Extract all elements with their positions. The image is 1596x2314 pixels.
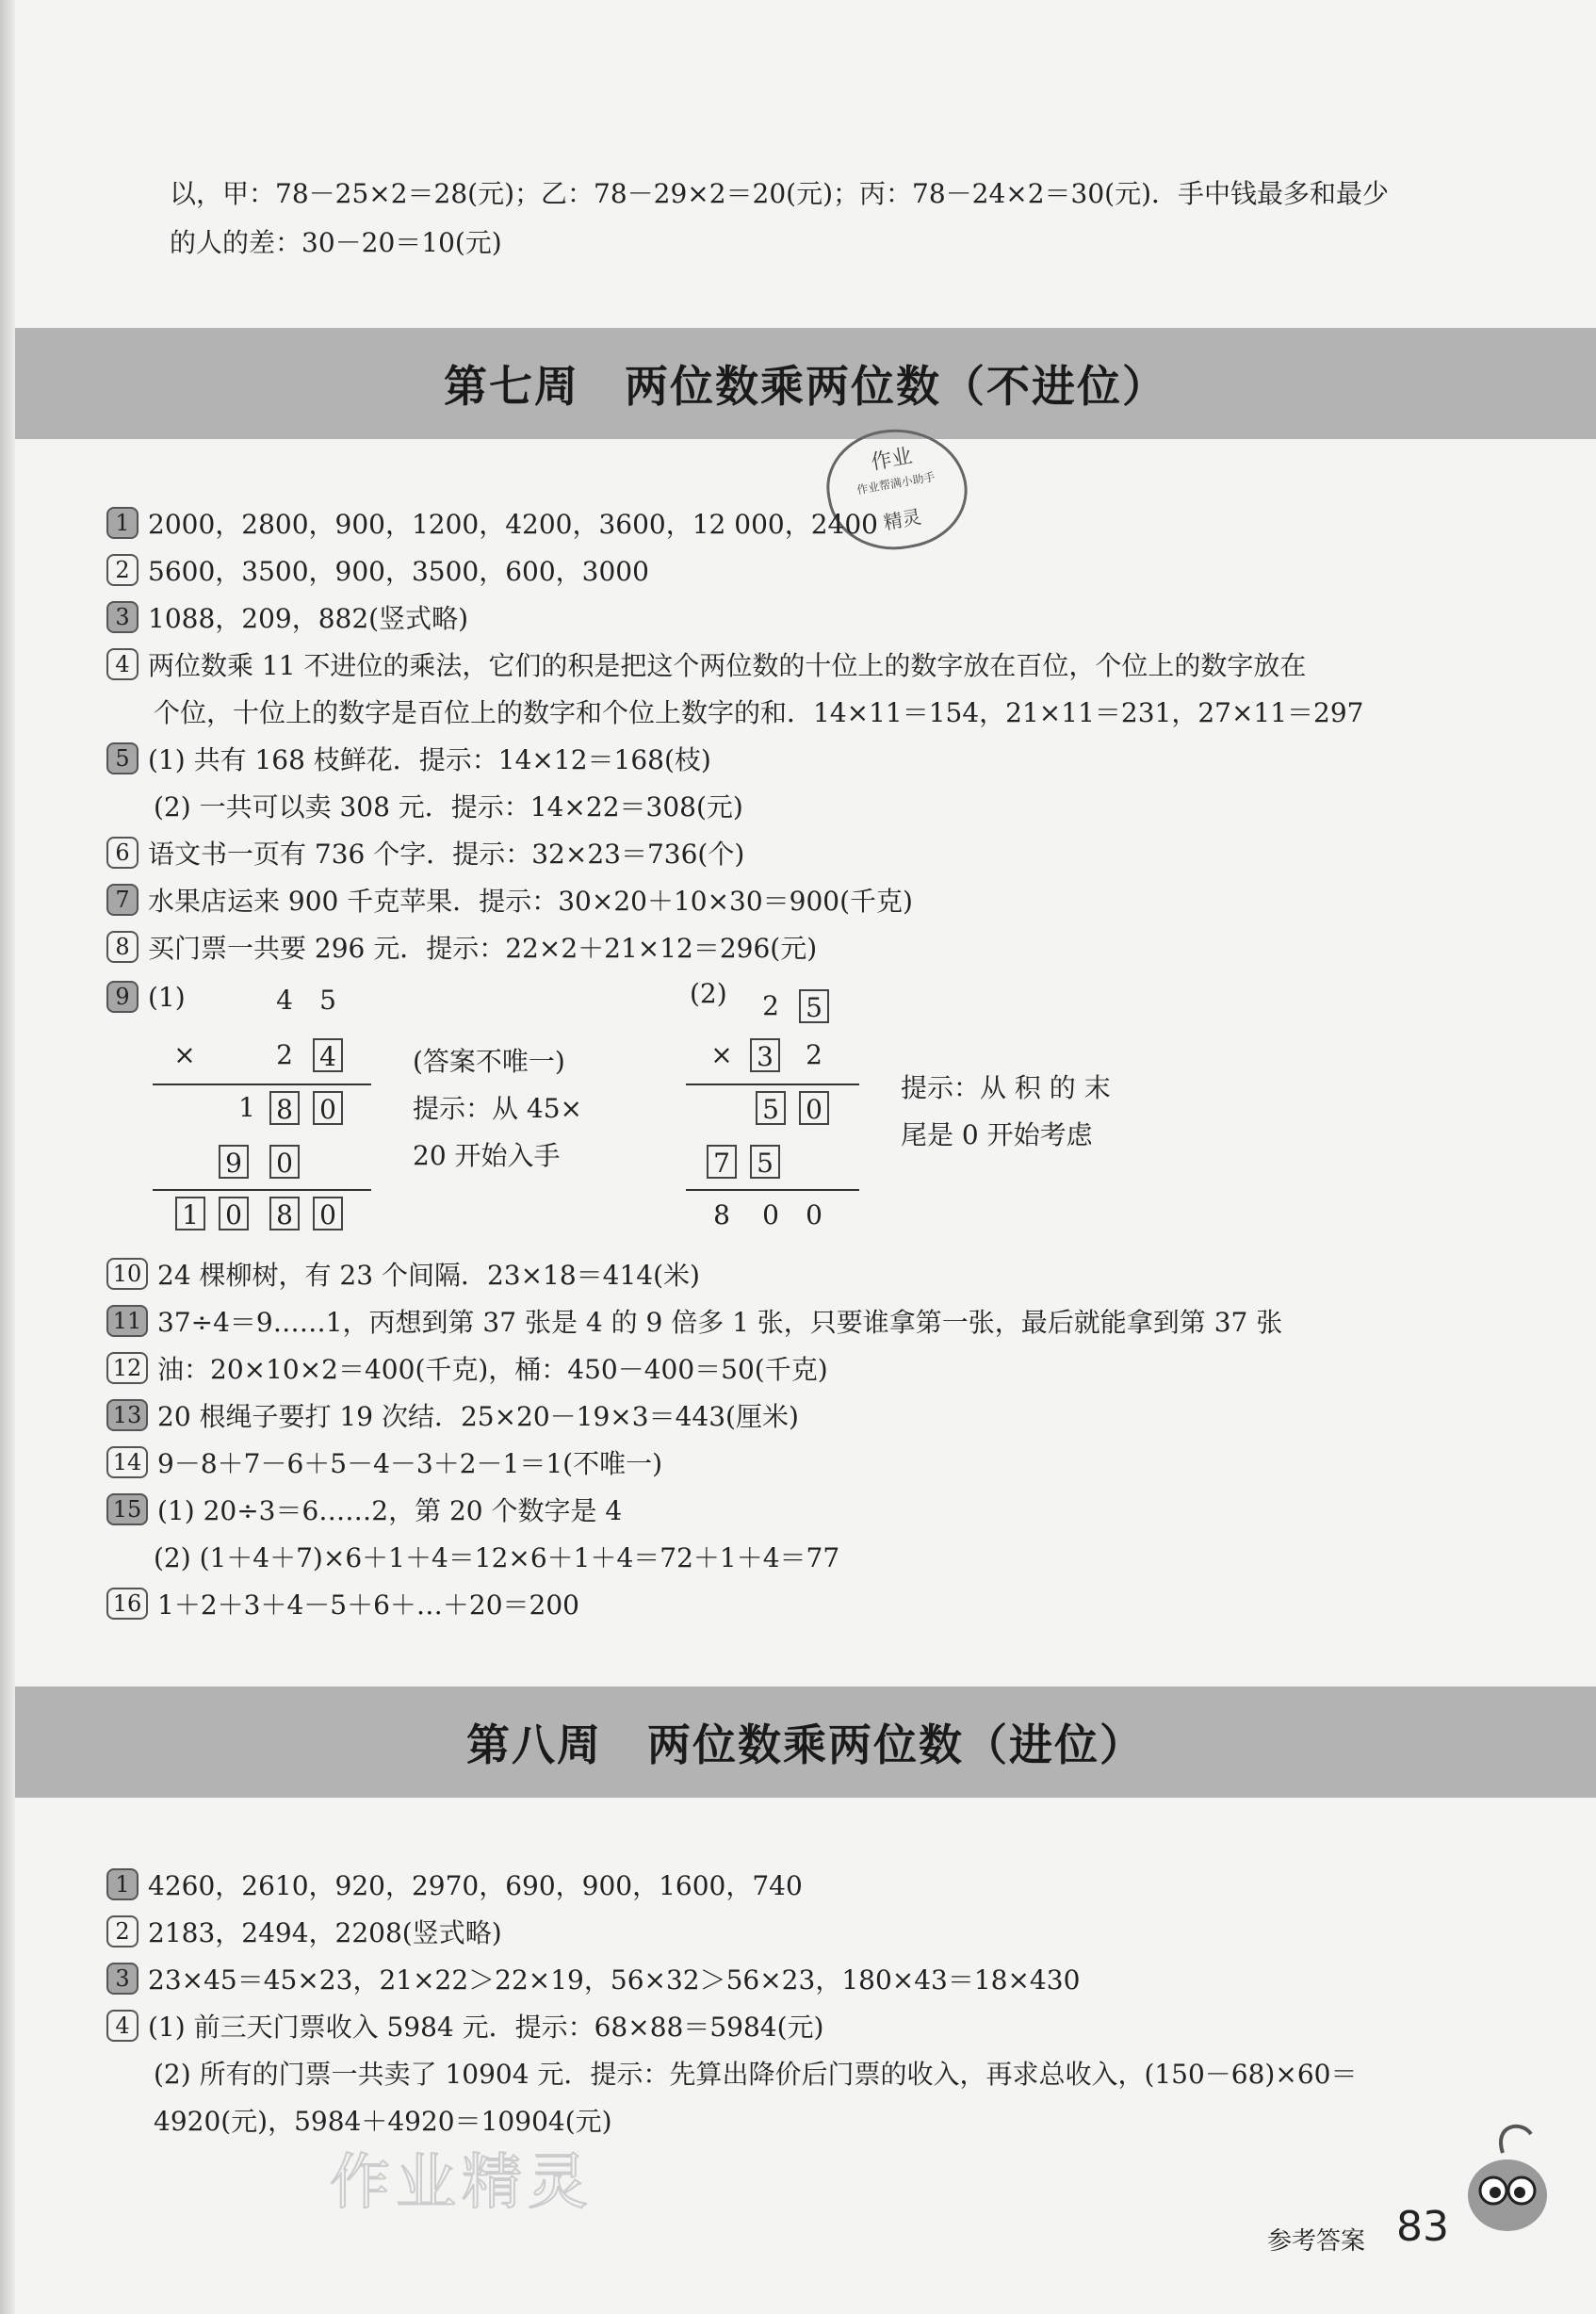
w8-item-2 — [106, 1913, 502, 1950]
w7-item-6 — [106, 834, 744, 872]
item-number: 3 — [106, 1963, 138, 1995]
item-number: 11 — [106, 1305, 148, 1337]
item-text: (1) 共有 168 枝鲜花．提示：14×12＝168(枝) — [148, 744, 711, 775]
item-number: 6 — [106, 837, 138, 869]
q9-part2-label: (2) — [690, 978, 727, 1009]
item-text: 4260，2610，920，2970，690，900，1600，740 — [148, 1870, 803, 1901]
week8-title: 第八周 两位数乘两位数（进位） — [466, 1719, 1145, 1770]
item-text: 2183，2494，2208(竖式略) — [148, 1917, 502, 1948]
w7-item-1 — [106, 504, 878, 542]
week7-banner — [15, 328, 1596, 439]
w8-item-1 — [106, 1866, 803, 1903]
w7-item-14 — [106, 1443, 662, 1481]
item-number: 15 — [106, 1493, 148, 1525]
q9-note-1: (答案不唯一) 提示：从 45× 20 开始入手 — [413, 1046, 582, 1171]
w7-item-15-cont: (2) (1＋4＋7)×6＋1＋4＝12×6＋1＋4＝72＋1＋4＝77 — [154, 1542, 840, 1573]
intro-line-1: 以，甲：78－25×2＝28(元)；乙：78－29×2＝20(元)；丙：78－24×2＝30(元)．手中钱最多和最少 — [170, 178, 1390, 209]
intro-line-2: 的人的差：30－20＝10(元) — [170, 227, 502, 258]
w7-item-10 — [106, 1255, 700, 1293]
vertical-multiplication-2: 2 5 × 3 2 5 0 7 5 8 0 0 — [684, 980, 910, 1244]
item-text: 20 根绳子要打 19 次结．25×20－19×3＝443(厘米) — [157, 1401, 799, 1432]
item-text: 水果店运来 900 千克苹果．提示：30×20＋10×30＝900(千克) — [148, 886, 913, 917]
w8-item-4 — [106, 2007, 823, 2045]
item-number: 13 — [106, 1399, 148, 1431]
q9-note-2: 提示：从 积 的 末 尾是 0 开始考虑 — [901, 1072, 1111, 1150]
item-text: 买门票一共要 296 元．提示：22×2＋21×12＝296(元) — [148, 933, 818, 964]
item-text: 9－8＋7－6＋5－4－3＋2－1＝1(不唯一) — [157, 1448, 662, 1479]
item-number: 5 — [106, 742, 138, 774]
vertical-multiplication-1: 4 5 × 2 4 1 8 0 9 0 1 0 8 0 — [151, 980, 377, 1244]
item-number: 14 — [106, 1446, 148, 1478]
w7-item-5 — [106, 740, 711, 777]
footer-label: 参考答案 — [1267, 2227, 1366, 2256]
w7-item-13 — [106, 1396, 799, 1434]
item-text: 24 棵柳树，有 23 个间隔．23×18＝414(米) — [157, 1260, 700, 1291]
item-number: 1 — [106, 507, 138, 539]
stamp-icon: 作业 作业帮满小助手 精灵 — [818, 417, 976, 561]
page-number: 83 — [1396, 2203, 1449, 2251]
w7-item-7 — [106, 881, 913, 919]
mascot-icon — [1456, 2115, 1559, 2238]
item-number: 10 — [106, 1258, 148, 1290]
item-number: 2 — [106, 1915, 138, 1947]
item-text: 2000，2800，900，1200，4200，3600，12 000，2400 — [148, 509, 878, 540]
item-number: 9 — [106, 981, 138, 1013]
item-text: (1) 20÷3＝6……2，第 20 个数字是 4 — [157, 1495, 623, 1526]
item-text: 1088，209，882(竖式略) — [148, 603, 468, 634]
item-text: 5600，3500，900，3500，600，3000 — [148, 556, 649, 587]
w7-item-4 — [106, 645, 1306, 683]
w7-item-15 — [106, 1491, 622, 1528]
item-text: 两位数乘 11 不进位的乘法，它们的积是把这个两位数的十位上的数字放在百位，个位上的数字放在 — [148, 650, 1307, 681]
item-number: 7 — [106, 884, 138, 916]
item-text: 语文书一页有 736 个字．提示：32×23＝736(个) — [148, 839, 745, 870]
item-number: 4 — [106, 2010, 138, 2042]
w7-item-12 — [106, 1349, 828, 1387]
item-number: 3 — [106, 601, 138, 633]
item-number: 12 — [106, 1352, 148, 1384]
w7-item-8 — [106, 928, 817, 966]
w8-item-4-cont2: 4920(元)，5984＋4920＝10904(元) — [154, 2106, 612, 2137]
week8-banner — [15, 1687, 1596, 1798]
w7-item-16 — [106, 1585, 579, 1622]
item-number: 16 — [106, 1588, 148, 1620]
week7-title: 第七周 两位数乘两位数（不进位） — [444, 361, 1167, 412]
intro-text — [170, 170, 1389, 268]
w8-item-4-cont: (2) 所有的门票一共卖了 10904 元．提示：先算出降价后门票的收入，再求总收入，(150－68)×60＝ — [154, 2059, 1358, 2090]
w7-item-5-cont: (2) 一共可以卖 308 元．提示：14×22＝308(元) — [154, 791, 743, 823]
item-text: (1) 前三天门票收入 5984 元．提示：68×88＝5984(元) — [148, 2012, 824, 2043]
watermark-logo: 作业精灵 — [330, 2148, 594, 2218]
w7-item-2 — [106, 551, 649, 589]
page-edge — [0, 0, 15, 2314]
w7-item-3 — [106, 598, 468, 636]
item-text: (1) — [148, 981, 186, 1013]
w8-item-3 — [106, 1960, 1080, 1997]
item-text: 1＋2＋3＋4－5＋6＋…＋20＝200 — [157, 1589, 579, 1621]
item-number: 2 — [106, 554, 138, 586]
item-text: 23×45＝45×23，21×22＞22×19，56×32＞56×23，180×43＝18×430 — [148, 1964, 1081, 1996]
w7-item-4-cont: 个位，十位上的数字是百位上的数字和个位上数字的和．14×11＝154，21×11＝231，27×11＝297 — [154, 697, 1364, 728]
w7-item-11 — [106, 1302, 1282, 1340]
item-number: 1 — [106, 1868, 138, 1900]
item-text: 37÷4＝9……1，丙想到第 37 张是 4 的 9 倍多 1 张，只要谁拿第一张，最后就能拿到第 37 张 — [157, 1307, 1283, 1338]
item-number: 4 — [106, 648, 138, 680]
item-number: 8 — [106, 931, 138, 963]
item-text: 油：20×10×2＝400(千克)，桶：450－400＝50(千克) — [157, 1354, 828, 1385]
